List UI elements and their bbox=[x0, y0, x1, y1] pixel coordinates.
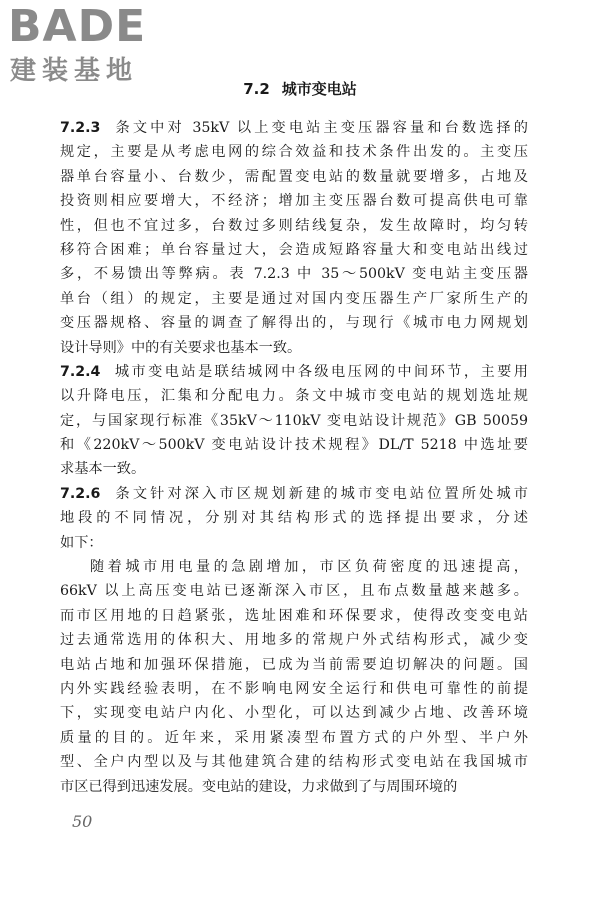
text-line bbox=[60, 336, 528, 360]
text-line bbox=[60, 701, 528, 725]
line-text: 条文中对 35kV 以上变电站主变压器容量和台数选择的 bbox=[112, 120, 528, 136]
line-text: 内外实践经验表明，在不影响电网安全运行和供电可靠性的前提 bbox=[60, 680, 528, 697]
line-text: 单台（组）的规定，主要是通过对国内变压器生产厂家所生产的 bbox=[60, 290, 528, 307]
line-text: 地段的不同情况，分别对其结构形式的选择提出要求，分述 bbox=[60, 510, 528, 527]
text-line bbox=[60, 775, 528, 799]
text-line bbox=[60, 238, 528, 262]
body-text bbox=[60, 116, 528, 799]
watermark-brand: BADE bbox=[8, 1, 147, 52]
text-line bbox=[60, 360, 528, 384]
text-line bbox=[60, 311, 528, 335]
text-line bbox=[60, 165, 528, 189]
clause-number: 7.2.6 bbox=[60, 485, 101, 502]
line-text: 定，与国家现行标准《35kV～110kV 变电站设计规范》GB 50059 bbox=[60, 412, 528, 429]
line-text: 如下： bbox=[60, 534, 103, 551]
section-title: 城市变电站 bbox=[281, 80, 357, 98]
line-text: 移符合困难；单台容量过大，会造成短路容量大和变电站出线过 bbox=[60, 241, 528, 258]
text-line bbox=[60, 628, 528, 652]
text-line bbox=[60, 384, 528, 408]
section-number: 7.2 bbox=[243, 80, 270, 98]
text-line bbox=[60, 262, 528, 286]
text-line bbox=[60, 433, 528, 457]
watermark-logo bbox=[8, 2, 178, 90]
text-line bbox=[60, 555, 528, 579]
text-line bbox=[60, 604, 528, 628]
line-text: 投资则相应要增大，不经济；增加主变压器台数可提高供电可靠 bbox=[60, 193, 528, 210]
page-number: 50 bbox=[72, 812, 93, 831]
line-text: 器单台容量小、台数少，需配置变电站的数量就要增多，占地及 bbox=[60, 168, 528, 185]
text-line bbox=[60, 140, 528, 164]
line-text: 设计导则》中的有关要求也基本一致。 bbox=[60, 339, 302, 356]
clause-number: 7.2.3 bbox=[60, 120, 101, 136]
text-line bbox=[60, 506, 528, 530]
text-line bbox=[60, 677, 528, 701]
text-line bbox=[60, 482, 528, 506]
text-line bbox=[60, 750, 528, 774]
line-text: 质量的目的。近年来，采用紧凑型布置方式的户外型、半户外 bbox=[60, 729, 528, 746]
line-text: 城市变电站是联结城网中各级电压网的中间环节，主要用 bbox=[112, 363, 528, 380]
text-line bbox=[60, 653, 528, 677]
line-text: 求基本一致。 bbox=[60, 461, 146, 478]
text-line bbox=[60, 457, 528, 481]
text-line bbox=[60, 531, 528, 555]
text-line bbox=[60, 579, 528, 603]
line-text: 性，但也不宜过多，台数过多则结线复杂，发生故障时，均匀转 bbox=[60, 217, 528, 234]
line-text: 电站占地和加强环保措施，已成为当前需要迫切解决的问题。国 bbox=[60, 656, 528, 673]
text-line bbox=[60, 214, 528, 238]
line-text: 规定，主要是从考虑电网的综合效益和技术条件出发的。主变压 bbox=[60, 144, 528, 161]
text-line bbox=[60, 189, 528, 213]
text-line bbox=[60, 726, 528, 750]
clause-number: 7.2.4 bbox=[60, 363, 101, 380]
line-text: 条文针对深入市区规划新建的城市变电站位置所处城市 bbox=[112, 485, 528, 502]
line-text: 多，不易馈出等弊病。表 7.2.3 中 35～500kV 变电站主变压器 bbox=[60, 266, 528, 283]
line-text: 过去通常选用的体积大、用地多的常规户外式结构形式，减少变 bbox=[60, 632, 528, 649]
line-text: 随着城市用电量的急剧增加，市区负荷密度的迅速提高， bbox=[90, 559, 528, 576]
text-line bbox=[60, 409, 528, 433]
line-text: 66kV 以上高压变电站已逐渐深入市区，且布点数量越来越多。 bbox=[60, 583, 528, 600]
line-text: 下，实现变电站户内化、小型化，可以达到减少占地、改善环境 bbox=[60, 705, 528, 722]
line-text: 和《220kV～500kV 变电站设计技术规程》DL/T 5218 中选址要 bbox=[60, 437, 528, 454]
watermark-subtitle: 建装基地 bbox=[10, 56, 139, 86]
line-text: 变压器规格、容量的调查了解得出的，与现行《城市电力网规划 bbox=[60, 315, 528, 332]
section-heading bbox=[0, 78, 600, 100]
line-text: 而市区用地的日趋紧张，选址困难和环保要求，使得改变变电站 bbox=[60, 607, 528, 624]
text-line bbox=[60, 287, 528, 311]
line-text: 市区已得到迅速发展。变电站的建设，力求做到了与周围环境的 bbox=[60, 778, 458, 795]
text-line bbox=[60, 116, 528, 140]
line-text: 型、全户内型以及与其他建筑合建的结构形式变电站在我国城市 bbox=[60, 754, 528, 771]
line-text: 以升降电压，汇集和分配电力。条文中城市变电站的规划选址规 bbox=[60, 388, 528, 405]
